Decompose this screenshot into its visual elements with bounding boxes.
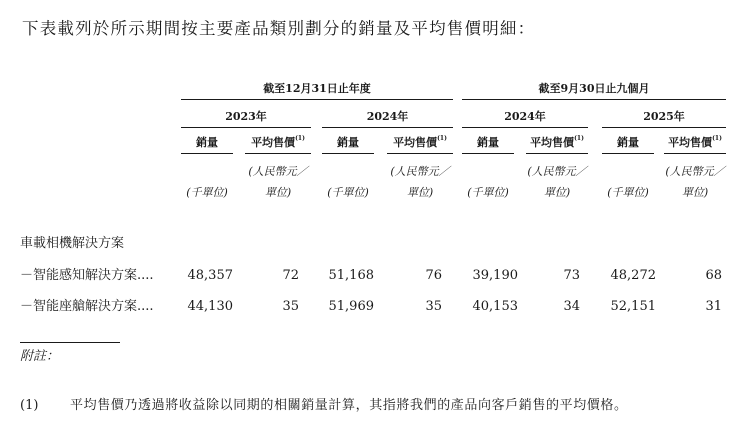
table-cell: 76: [425, 268, 442, 283]
table-cell: 35: [282, 299, 299, 314]
table-cell: 35: [425, 299, 442, 314]
asp-header-label: 平均售價: [393, 136, 438, 149]
intro-text: 下表載列於所示期間按主要產品類別劃分的銷量及平均售價明細：: [22, 19, 536, 38]
period-rule-3: [462, 127, 588, 128]
asp-header-label: 平均售價: [251, 136, 296, 149]
asp-rule-1: [245, 153, 311, 154]
asp-unit-line2-4: 單位): [681, 186, 709, 199]
asp-header-2: [387, 137, 453, 148]
volume-header-1: 銷量: [196, 136, 218, 149]
volume-rule-4: [602, 153, 654, 154]
table-cell: 51,969: [328, 299, 374, 314]
asp-rule-2: [387, 153, 453, 154]
asp-footnote-marker: (1): [295, 135, 305, 142]
table-cell: 44,130: [187, 299, 233, 314]
footnote-text: 平均售價乃透過將收益除以同期的相關銷量計算，其指將我們的產品向客戶銷售的平均價格。: [70, 398, 628, 413]
volume-unit-3: (千單位): [467, 186, 509, 199]
table-cell: 34: [563, 299, 580, 314]
asp-header-label: 平均售價: [668, 136, 713, 149]
asp-rule-4: [664, 153, 726, 154]
asp-unit-line1-4: (人民幣元／: [665, 165, 725, 178]
period-rule-1: [181, 127, 311, 128]
footnote-heading: 附註：: [20, 349, 60, 364]
group-header-fy: 截至12月31日止年度: [263, 82, 371, 95]
period-header-4: 2025年: [643, 110, 685, 123]
table-cell: 48,272: [610, 268, 656, 283]
table-cell: 39,190: [472, 268, 518, 283]
table-cell: 48,357: [187, 268, 233, 283]
table-cell: 52,151: [610, 299, 656, 314]
asp-footnote-marker: (1): [712, 135, 722, 142]
period-header-3: 2024年: [504, 110, 546, 123]
asp-header-1: [245, 137, 311, 148]
asp-footnote-marker: (1): [437, 135, 447, 142]
volume-rule-1: [181, 153, 233, 154]
table-cell: 73: [563, 268, 580, 283]
volume-rule-3: [462, 153, 514, 154]
period-header-2: 2024年: [366, 110, 409, 123]
asp-unit-line2-3: 單位): [543, 186, 571, 199]
asp-footnote-marker: (1): [574, 135, 584, 142]
asp-unit-line2-2: 單位): [406, 186, 434, 199]
asp-header-4: [664, 137, 726, 148]
row-label: －智能感知解決方案....: [20, 268, 154, 283]
period-header-1: 2023年: [225, 110, 267, 123]
table-cell: 68: [705, 268, 722, 283]
footnote-divider: [20, 342, 120, 343]
asp-rule-3: [526, 153, 588, 154]
footnote-marker: (1): [20, 398, 39, 413]
volume-header-4: 銷量: [617, 136, 639, 149]
asp-header-label: 平均售價: [530, 136, 575, 149]
volume-unit-2: (千單位): [327, 186, 369, 199]
asp-unit-line1-2: (人民幣元／: [390, 165, 450, 178]
table-cell: 51,168: [328, 268, 374, 283]
table-cell: 31: [705, 299, 722, 314]
volume-rule-2: [322, 153, 374, 154]
period-rule-4: [602, 127, 726, 128]
asp-unit-line1-3: (人民幣元／: [527, 165, 587, 178]
asp-unit-line1-1: (人民幣元／: [248, 165, 308, 178]
table-cell: 40,153: [472, 299, 518, 314]
asp-unit-line2-1: 單位): [264, 186, 292, 199]
asp-header-3: [526, 137, 588, 148]
group-rule-nine-months: [462, 99, 726, 100]
volume-unit-4: (千單位): [607, 186, 649, 199]
row-label: －智能座艙解決方案....: [20, 299, 154, 314]
volume-header-3: 銷量: [477, 136, 499, 149]
period-rule-2: [322, 127, 453, 128]
volume-unit-1: (千單位): [186, 186, 228, 199]
group-rule-fy: [181, 99, 453, 100]
volume-header-2: 銷量: [337, 136, 359, 149]
table-cell: 72: [282, 268, 299, 283]
group-header-nine-months: 截至9月30日止九個月: [538, 82, 650, 95]
section-title: 車載相機解決方案: [20, 236, 125, 251]
